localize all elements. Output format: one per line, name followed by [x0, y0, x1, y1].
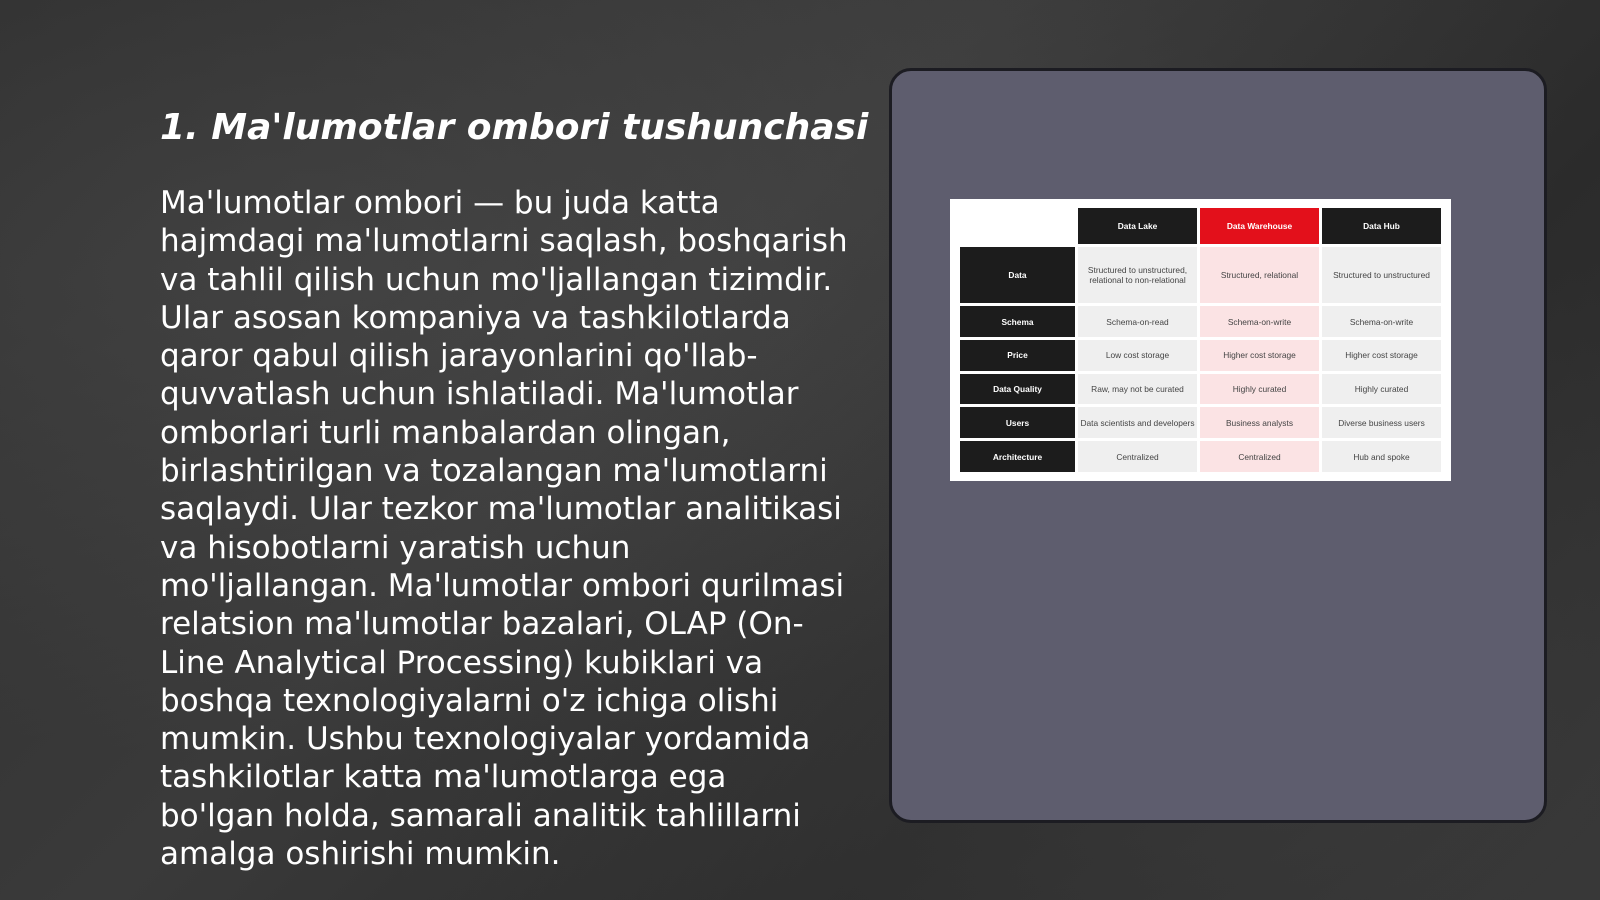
row-header-schema: Schema — [960, 306, 1075, 337]
table-cell: Centralized — [1078, 441, 1197, 472]
table-row — [960, 441, 1441, 472]
column-header-data-hub: Data Hub — [1322, 208, 1441, 244]
table-row — [960, 340, 1441, 371]
column-header-data-warehouse: Data Warehouse — [1200, 208, 1319, 244]
table-cell: Raw, may not be curated — [1078, 374, 1197, 405]
table-cell: Hub and spoke — [1322, 441, 1441, 472]
row-header-architecture: Architecture — [960, 441, 1075, 472]
table-cell: Diverse business users — [1322, 407, 1441, 438]
table-row — [960, 247, 1441, 303]
table-cell: Schema-on-read — [1078, 306, 1197, 337]
table-cell: Schema-on-write — [1200, 306, 1319, 337]
table-row — [960, 374, 1441, 405]
table-header-row — [960, 208, 1441, 244]
slide-title: 1. Ma'lumotlar ombori tushunchasi — [160, 107, 869, 148]
row-header-price: Price — [960, 340, 1075, 371]
table-row — [960, 407, 1441, 438]
table-cell: Centralized — [1200, 441, 1319, 472]
table-row — [960, 306, 1441, 337]
row-header-users: Users — [960, 407, 1075, 438]
table-cell: Data scientists and developers — [1078, 407, 1197, 438]
table-cell: Highly curated — [1322, 374, 1441, 405]
body-paragraph: Ma'lumotlar ombori — bu juda katta hajmdagi ma'lumotlarni saqlash, boshqarish va tahlil qilish uchun mo'ljallangan tizimdir. Ular asosan kompaniya va tashkilotlarda qaror qabul qilish jarayonlarini qo'llab-quvvatlash uchun ishlatiladi. Ma'lumotlar omborlari turli manbalardan olingan, birlashtirilgan va tozalangan ma'lumotlarni saqlaydi. Ular tezkor ma'lumotlar analitikasi va hisobotlarni yaratish uchun mo'ljallangan. Ma'lumotlar ombori qurilmasi relatsion ma'lumotlar bazalari, OLAP (On-Line Analytical Processing) kubiklari va boshqa texnologiyalarni o'z ichiga olishi mumkin. Ushbu texnologiyalar yordamida tashkilotlar katta ma'lumotlarga ega bo'lgan holda, samarali analitik tahlillarni amalga oshirishi mumkin. — [160, 185, 848, 873]
table-cell: Structured to unstructured, relational to non-relational — [1078, 247, 1197, 303]
table-cell: Schema-on-write — [1322, 306, 1441, 337]
column-header-data-lake: Data Lake — [1078, 208, 1197, 244]
table-cell: Highly curated — [1200, 374, 1319, 405]
table-cell: Higher cost storage — [1322, 340, 1441, 371]
table-corner — [960, 208, 1075, 244]
row-header-data: Data — [960, 247, 1075, 303]
table-cell: Business analysts — [1200, 407, 1319, 438]
table-cell: Low cost storage — [1078, 340, 1197, 371]
table-cell: Higher cost storage — [1200, 340, 1319, 371]
comparison-table — [957, 205, 1444, 475]
table-cell: Structured, relational — [1200, 247, 1319, 303]
table-cell: Structured to unstructured — [1322, 247, 1441, 303]
comparison-table-image — [950, 199, 1451, 481]
row-header-data-quality: Data Quality — [960, 374, 1075, 405]
